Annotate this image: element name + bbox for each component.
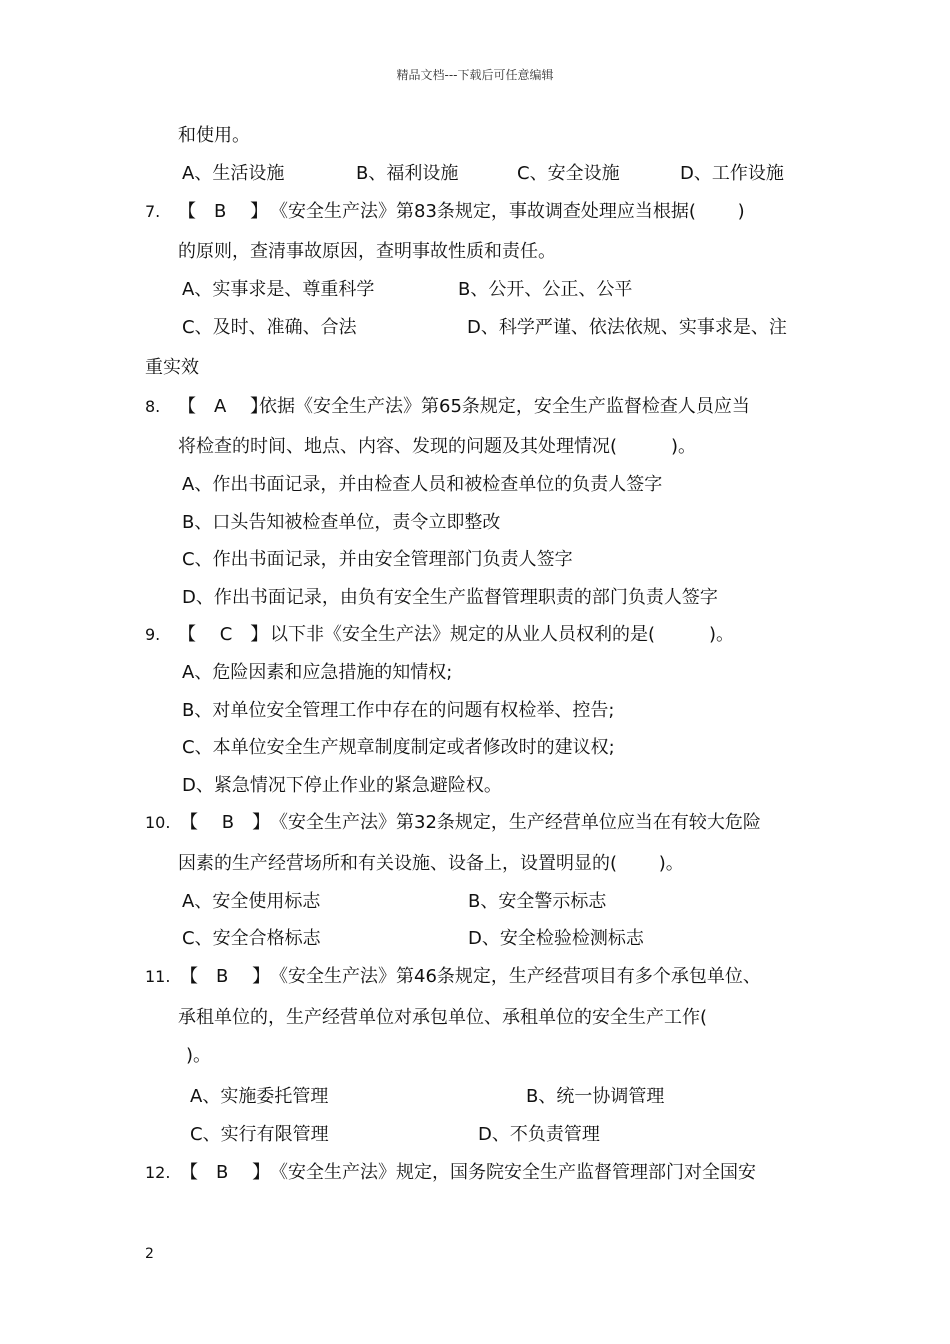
answer-bracket: 【 C 】: [178, 624, 269, 645]
option: B、公开、公正、公平: [458, 279, 633, 300]
option: A、安全使用标志: [182, 891, 321, 912]
page-header: 精品文档---下载后可任意编辑: [396, 68, 554, 82]
option: D、科学严谨、依法依规、实事求是、注: [467, 317, 787, 338]
question-number: 8.: [145, 397, 161, 416]
option: C、作出书面记录，并由安全管理部门负责人签字: [182, 549, 573, 570]
question-text: 《安全生产法》第83条规定，事故调查处理应当根据( ): [270, 201, 745, 222]
option: A、生活设施: [182, 163, 285, 184]
question-text: )。: [186, 1045, 212, 1066]
question-text: 承租单位的，生产经营单位对承包单位、承租单位的安全生产工作(: [178, 1007, 708, 1028]
option: C、实行有限管理: [190, 1124, 329, 1145]
question-number: 10.: [145, 813, 171, 832]
question-text: 《安全生产法》规定，国务院安全生产监督管理部门对全国安: [270, 1162, 756, 1183]
option: D、作出书面记录，由负有安全生产监督管理职责的部门负责人签字: [182, 587, 718, 608]
option: C、安全合格标志: [182, 928, 321, 949]
question-text: 《安全生产法》第32条规定，生产经营单位应当在有较大危险: [270, 812, 761, 833]
option: C、本单位安全生产规章制度制定或者修改时的建议权;: [182, 737, 615, 758]
option: B、对单位安全管理工作中存在的问题有权检举、控告;: [182, 700, 615, 721]
option: C、及时、准确、合法: [182, 317, 357, 338]
page-number: 2: [145, 1246, 154, 1262]
option: A、危险因素和应急措施的知情权;: [182, 662, 453, 683]
answer-bracket: 【 B 】: [180, 812, 271, 833]
option: A、实施委托管理: [190, 1086, 329, 1107]
question-text: 《安全生产法》第46条规定，生产经营项目有多个承包单位、: [270, 966, 761, 987]
option: D、紧急情况下停止作业的紧急避险权。: [182, 775, 502, 796]
question-number: 12.: [145, 1163, 171, 1182]
question-text: 的原则，查清事故原因，查明事故性质和责任。: [178, 241, 556, 262]
option: B、安全警示标志: [468, 891, 607, 912]
answer-bracket: 【 A 】: [178, 396, 269, 417]
answer-bracket: 【 B 】: [180, 966, 271, 987]
answer-bracket: 【 B 】: [178, 201, 269, 222]
continuation-text: 和使用。: [178, 125, 250, 146]
option: A、实事求是、尊重科学: [182, 279, 375, 300]
question-number: 11.: [145, 967, 171, 986]
option-tail: 重实效: [145, 357, 199, 378]
option: B、口头告知被检查单位，责令立即整改: [182, 512, 501, 533]
question-text: 以下非《安全生产法》规定的从业人员权利的是( )。: [270, 624, 735, 645]
option: B、统一协调管理: [526, 1086, 665, 1107]
question-text: 因素的生产经营场所和有关设施、设备上，设置明显的( )。: [178, 853, 684, 874]
option: D、工作设施: [680, 163, 784, 184]
option: D、安全检验检测标志: [468, 928, 644, 949]
question-number: 9.: [145, 625, 161, 644]
option: C、安全设施: [517, 163, 620, 184]
option: A、作出书面记录，并由检查人员和被检查单位的负责人签字: [182, 474, 663, 495]
question-text: 依据《安全生产法》第65条规定，安全生产监督检查人员应当: [259, 396, 750, 417]
answer-bracket: 【 B 】: [180, 1162, 271, 1183]
question-number: 7.: [145, 202, 161, 221]
option: D、不负责管理: [478, 1124, 600, 1145]
option: B、福利设施: [356, 163, 459, 184]
question-text: 将检查的时间、地点、内容、发现的问题及其处理情况( )。: [178, 436, 697, 457]
